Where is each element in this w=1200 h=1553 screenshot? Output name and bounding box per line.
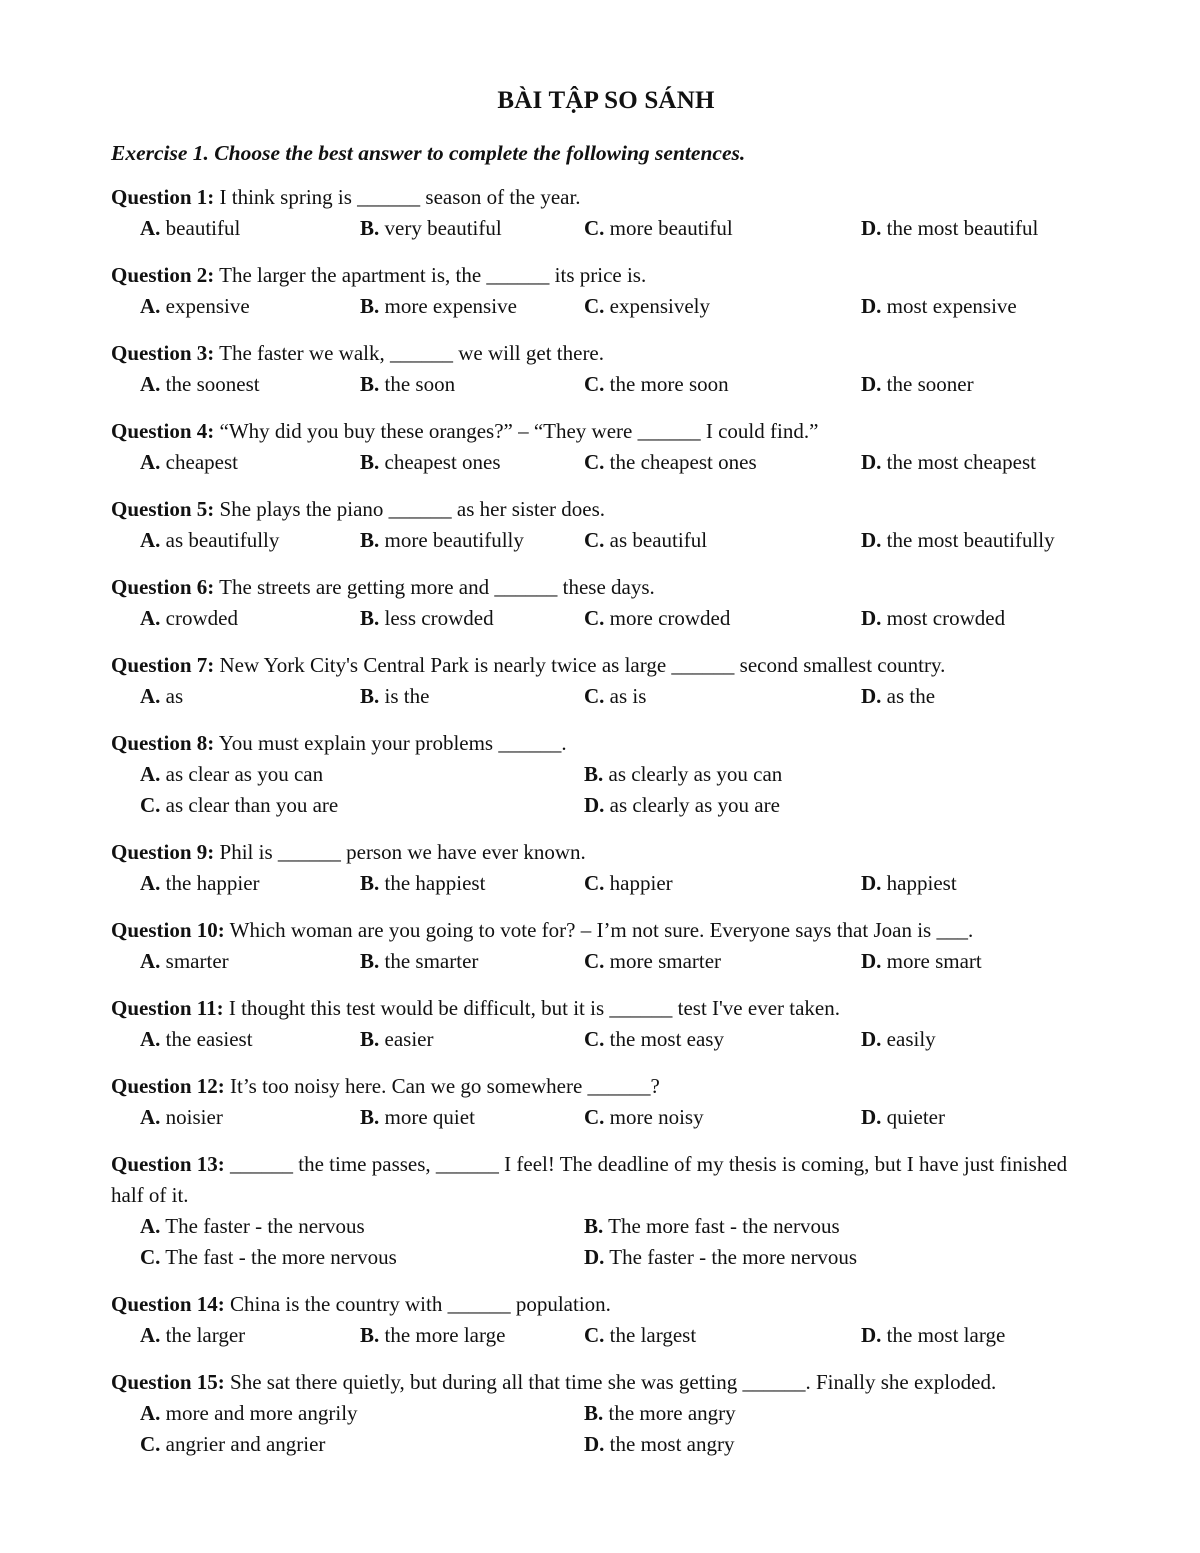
option-text: the easiest xyxy=(160,1027,253,1051)
option-b xyxy=(584,1211,840,1242)
option-c xyxy=(584,213,733,244)
question-item xyxy=(111,260,1101,322)
option-text: the cheapest ones xyxy=(604,450,757,474)
options-row xyxy=(111,759,1101,790)
option-b xyxy=(360,946,478,977)
option-letter: C. xyxy=(584,450,605,474)
option-letter: A. xyxy=(140,871,161,895)
option-d xyxy=(584,1429,734,1460)
question-stem xyxy=(111,1071,1101,1102)
option-a xyxy=(140,525,279,556)
question-text: I thought this test would be difficult, but it is ______ test I've ever taken. xyxy=(223,996,840,1020)
option-text: the soonest xyxy=(160,372,260,396)
option-letter: B. xyxy=(360,1027,380,1051)
option-d xyxy=(584,790,780,821)
question-stem xyxy=(111,650,1101,681)
option-text: more beautifully xyxy=(379,528,524,552)
exercise-instruction: Exercise 1. Choose the best answer to complete the following sentences. xyxy=(111,141,746,165)
option-letter: D. xyxy=(861,949,882,973)
option-a xyxy=(140,1102,223,1133)
question-item xyxy=(111,728,1101,821)
question-stem xyxy=(111,1289,1101,1320)
options-row xyxy=(111,946,1101,977)
option-d xyxy=(861,1102,945,1133)
option-letter: C. xyxy=(140,1432,161,1456)
option-text: beautiful xyxy=(160,216,241,240)
option-c xyxy=(584,868,673,899)
option-text: The more fast - the nervous xyxy=(603,1214,840,1238)
option-d xyxy=(861,213,1038,244)
option-letter: B. xyxy=(360,684,380,708)
option-c xyxy=(584,946,721,977)
question-text: The larger the apartment is, the ______ its price is. xyxy=(214,263,647,287)
option-text: the happier xyxy=(160,871,260,895)
options-row xyxy=(111,1429,1101,1460)
option-d xyxy=(584,1242,857,1273)
option-text: more crowded xyxy=(604,606,731,630)
question-text: The streets are getting more and ______ these days. xyxy=(214,575,655,599)
question-stem xyxy=(111,182,1101,213)
option-letter: B. xyxy=(360,216,380,240)
option-text: easily xyxy=(881,1027,936,1051)
option-letter: B. xyxy=(584,1401,604,1425)
option-letter: C. xyxy=(584,1105,605,1129)
question-label: Question 14: xyxy=(111,1292,225,1316)
option-text: as clear than you are xyxy=(160,793,339,817)
option-a xyxy=(140,1320,245,1351)
option-letter: B. xyxy=(360,871,380,895)
option-text: easier xyxy=(379,1027,434,1051)
option-b xyxy=(584,759,782,790)
options-row xyxy=(111,447,1101,478)
option-text: as is xyxy=(604,684,647,708)
question-item xyxy=(111,1071,1101,1133)
question-text: New York City's Central Park is nearly twice as large ______ second smallest country. xyxy=(214,653,946,677)
option-text: less crowded xyxy=(379,606,494,630)
option-text: more smart xyxy=(881,949,982,973)
option-a xyxy=(140,681,183,712)
option-text: expensive xyxy=(160,294,250,318)
option-text: the more angry xyxy=(603,1401,736,1425)
option-c xyxy=(584,525,707,556)
question-item xyxy=(111,837,1101,899)
option-letter: B. xyxy=(360,294,380,318)
option-letter: C. xyxy=(584,684,605,708)
option-b xyxy=(360,868,485,899)
question-text: The faster we walk, ______ we will get there. xyxy=(214,341,605,365)
question-text: It’s too noisy here. Can we go somewhere ______? xyxy=(224,1074,660,1098)
option-b xyxy=(360,1024,433,1055)
option-a xyxy=(140,603,238,634)
question-text: She plays the piano ______ as her sister does. xyxy=(214,497,606,521)
option-letter: A. xyxy=(140,949,161,973)
option-letter: D. xyxy=(861,294,882,318)
question-text: Which woman are you going to vote for? – I’m not sure. Everyone says that Joan is ___. xyxy=(224,918,974,942)
option-text: happier xyxy=(604,871,673,895)
option-a xyxy=(140,1211,365,1242)
question-stem xyxy=(111,915,1101,946)
question-item xyxy=(111,1149,1101,1273)
option-text: expensively xyxy=(604,294,710,318)
question-text: China is the country with ______ population. xyxy=(224,1292,611,1316)
option-letter: D. xyxy=(861,450,882,474)
option-letter: A. xyxy=(140,1105,161,1129)
question-label: Question 11: xyxy=(111,996,224,1020)
option-a xyxy=(140,868,260,899)
option-text: the larger xyxy=(160,1323,246,1347)
option-letter: C. xyxy=(584,949,605,973)
option-letter: D. xyxy=(584,1432,605,1456)
option-letter: C. xyxy=(584,871,605,895)
question-text: You must explain your problems ______. xyxy=(214,731,567,755)
option-letter: A. xyxy=(140,1323,161,1347)
option-c xyxy=(584,369,729,400)
option-letter: C. xyxy=(584,1323,605,1347)
option-letter: C. xyxy=(584,1027,605,1051)
option-b xyxy=(360,369,455,400)
option-text: the most beautiful xyxy=(881,216,1039,240)
options-row xyxy=(111,1211,1101,1242)
option-b xyxy=(360,681,429,712)
option-d xyxy=(861,1024,936,1055)
question-label: Question 1: xyxy=(111,185,215,209)
question-list xyxy=(111,182,1101,1460)
option-b xyxy=(360,291,517,322)
option-text: more smarter xyxy=(604,949,722,973)
question-text: ______ the time passes, ______ I feel! The deadline of my thesis is coming, but I have just finished half of it. xyxy=(111,1152,1073,1207)
option-text: the smarter xyxy=(379,949,479,973)
question-item xyxy=(111,993,1101,1055)
option-d xyxy=(861,291,1017,322)
option-b xyxy=(360,1102,475,1133)
option-letter: D. xyxy=(861,372,882,396)
option-text: noisier xyxy=(160,1105,223,1129)
question-stem xyxy=(111,1149,1101,1211)
question-item xyxy=(111,915,1101,977)
option-a xyxy=(140,291,250,322)
option-letter: D. xyxy=(861,606,882,630)
question-stem xyxy=(111,494,1101,525)
option-text: the more soon xyxy=(604,372,729,396)
options-row xyxy=(111,291,1101,322)
option-letter: B. xyxy=(360,372,380,396)
options-row xyxy=(111,1398,1101,1429)
question-text: She sat there quietly, but during all that time she was getting ______. Finally she exploded. xyxy=(224,1370,997,1394)
option-letter: C. xyxy=(584,294,605,318)
question-label: Question 8: xyxy=(111,731,215,755)
options-row xyxy=(111,603,1101,634)
option-letter: D. xyxy=(861,871,882,895)
option-text: the most large xyxy=(881,1323,1006,1347)
options-row xyxy=(111,213,1101,244)
question-label: Question 15: xyxy=(111,1370,225,1394)
question-item xyxy=(111,572,1101,634)
option-letter: B. xyxy=(360,528,380,552)
question-label: Question 6: xyxy=(111,575,215,599)
option-text: is the xyxy=(379,684,430,708)
option-text: smarter xyxy=(160,949,229,973)
option-letter: C. xyxy=(584,372,605,396)
option-a xyxy=(140,447,238,478)
option-letter: D. xyxy=(861,216,882,240)
option-c xyxy=(584,681,646,712)
option-text: as beautifully xyxy=(160,528,280,552)
option-letter: A. xyxy=(140,528,161,552)
option-b xyxy=(360,447,501,478)
question-stem xyxy=(111,260,1101,291)
option-c xyxy=(584,1320,696,1351)
option-letter: B. xyxy=(360,1323,380,1347)
option-text: as the xyxy=(881,684,936,708)
option-text: The fast - the more nervous xyxy=(160,1245,397,1269)
option-c xyxy=(584,447,757,478)
question-label: Question 7: xyxy=(111,653,215,677)
option-text: the most beautifully xyxy=(881,528,1055,552)
option-c xyxy=(584,1024,724,1055)
option-d xyxy=(861,868,957,899)
option-a xyxy=(140,1398,358,1429)
option-a xyxy=(140,946,229,977)
option-c xyxy=(140,790,338,821)
option-letter: D. xyxy=(861,684,882,708)
options-row xyxy=(111,868,1101,899)
option-text: as xyxy=(160,684,184,708)
question-label: Question 2: xyxy=(111,263,215,287)
question-text: “Why did you buy these oranges?” – “They were ______ I could find.” xyxy=(214,419,819,443)
question-label: Question 4: xyxy=(111,419,215,443)
option-letter: C. xyxy=(584,606,605,630)
option-letter: A. xyxy=(140,1401,161,1425)
question-item xyxy=(111,182,1101,244)
option-letter: D. xyxy=(584,793,605,817)
option-text: as clearly as you can xyxy=(603,762,783,786)
option-letter: B. xyxy=(360,606,380,630)
question-item xyxy=(111,650,1101,712)
option-letter: C. xyxy=(140,793,161,817)
question-label: Question 13: xyxy=(111,1152,225,1176)
question-label: Question 12: xyxy=(111,1074,225,1098)
options-row xyxy=(111,1320,1101,1351)
option-letter: B. xyxy=(360,949,380,973)
option-letter: A. xyxy=(140,294,161,318)
option-d xyxy=(861,447,1036,478)
option-letter: D. xyxy=(861,1323,882,1347)
question-label: Question 9: xyxy=(111,840,215,864)
option-b xyxy=(360,1320,505,1351)
question-item xyxy=(111,1289,1101,1351)
question-text: Phil is ______ person we have ever known. xyxy=(214,840,586,864)
option-letter: A. xyxy=(140,372,161,396)
option-d xyxy=(861,525,1055,556)
page-title: BÀI TẬP SO SÁNH xyxy=(497,87,715,114)
option-text: the happiest xyxy=(379,871,486,895)
option-letter: D. xyxy=(861,528,882,552)
question-stem xyxy=(111,837,1101,868)
option-c xyxy=(584,1102,704,1133)
option-letter: D. xyxy=(861,1027,882,1051)
option-letter: A. xyxy=(140,1214,161,1238)
question-stem xyxy=(111,338,1101,369)
option-letter: D. xyxy=(584,1245,605,1269)
option-letter: C. xyxy=(584,216,605,240)
option-letter: A. xyxy=(140,450,161,474)
option-a xyxy=(140,1024,253,1055)
question-label: Question 3: xyxy=(111,341,215,365)
worksheet-page xyxy=(111,84,1101,1476)
option-text: The faster - the nervous xyxy=(160,1214,365,1238)
option-text: the soon xyxy=(379,372,456,396)
question-item xyxy=(111,494,1101,556)
options-row xyxy=(111,1102,1101,1133)
option-letter: D. xyxy=(861,1105,882,1129)
option-text: quieter xyxy=(881,1105,945,1129)
question-stem xyxy=(111,993,1101,1024)
option-letter: A. xyxy=(140,762,161,786)
option-text: angrier and angrier xyxy=(160,1432,326,1456)
question-stem xyxy=(111,572,1101,603)
option-a xyxy=(140,759,323,790)
option-c xyxy=(140,1242,397,1273)
options-row xyxy=(111,790,1101,821)
option-text: very beautiful xyxy=(379,216,502,240)
option-text: more quiet xyxy=(379,1105,475,1129)
question-stem xyxy=(111,1367,1101,1398)
option-b xyxy=(584,1398,736,1429)
option-text: more beautiful xyxy=(604,216,733,240)
option-letter: C. xyxy=(140,1245,161,1269)
option-d xyxy=(861,681,935,712)
option-letter: C. xyxy=(584,528,605,552)
option-text: happiest xyxy=(881,871,957,895)
options-row xyxy=(111,525,1101,556)
option-c xyxy=(584,291,710,322)
option-c xyxy=(140,1429,325,1460)
question-stem xyxy=(111,728,1101,759)
option-b xyxy=(360,603,494,634)
question-label: Question 10: xyxy=(111,918,225,942)
option-text: cheapest xyxy=(160,450,238,474)
option-letter: A. xyxy=(140,684,161,708)
option-b xyxy=(360,213,502,244)
options-row xyxy=(111,1242,1101,1273)
option-text: cheapest ones xyxy=(379,450,501,474)
option-letter: B. xyxy=(360,450,380,474)
question-label: Question 5: xyxy=(111,497,215,521)
option-d xyxy=(861,1320,1005,1351)
option-a xyxy=(140,213,240,244)
option-letter: B. xyxy=(584,762,604,786)
option-text: as beautiful xyxy=(604,528,708,552)
option-d xyxy=(861,946,982,977)
question-text: I think spring is ______ season of the year. xyxy=(214,185,581,209)
option-letter: A. xyxy=(140,1027,161,1051)
option-d xyxy=(861,603,1005,634)
option-c xyxy=(584,603,730,634)
option-text: The faster - the more nervous xyxy=(604,1245,858,1269)
option-text: more expensive xyxy=(379,294,517,318)
option-letter: A. xyxy=(140,606,161,630)
option-a xyxy=(140,369,260,400)
option-text: as clearly as you are xyxy=(604,793,780,817)
option-text: the largest xyxy=(604,1323,697,1347)
option-text: the most easy xyxy=(604,1027,724,1051)
options-row xyxy=(111,1024,1101,1055)
option-letter: B. xyxy=(584,1214,604,1238)
option-text: the most angry xyxy=(604,1432,735,1456)
option-d xyxy=(861,369,974,400)
options-row xyxy=(111,681,1101,712)
option-text: the sooner xyxy=(881,372,974,396)
option-text: most crowded xyxy=(881,606,1006,630)
option-text: as clear as you can xyxy=(160,762,324,786)
option-b xyxy=(360,525,524,556)
option-text: crowded xyxy=(160,606,238,630)
option-text: more noisy xyxy=(604,1105,704,1129)
option-text: most expensive xyxy=(881,294,1017,318)
option-text: the most cheapest xyxy=(881,450,1036,474)
option-letter: B. xyxy=(360,1105,380,1129)
question-item xyxy=(111,338,1101,400)
question-stem xyxy=(111,416,1101,447)
question-item xyxy=(111,1367,1101,1460)
option-text: more and more angrily xyxy=(160,1401,358,1425)
option-letter: A. xyxy=(140,216,161,240)
option-text: the more large xyxy=(379,1323,506,1347)
options-row xyxy=(111,369,1101,400)
question-item xyxy=(111,416,1101,478)
